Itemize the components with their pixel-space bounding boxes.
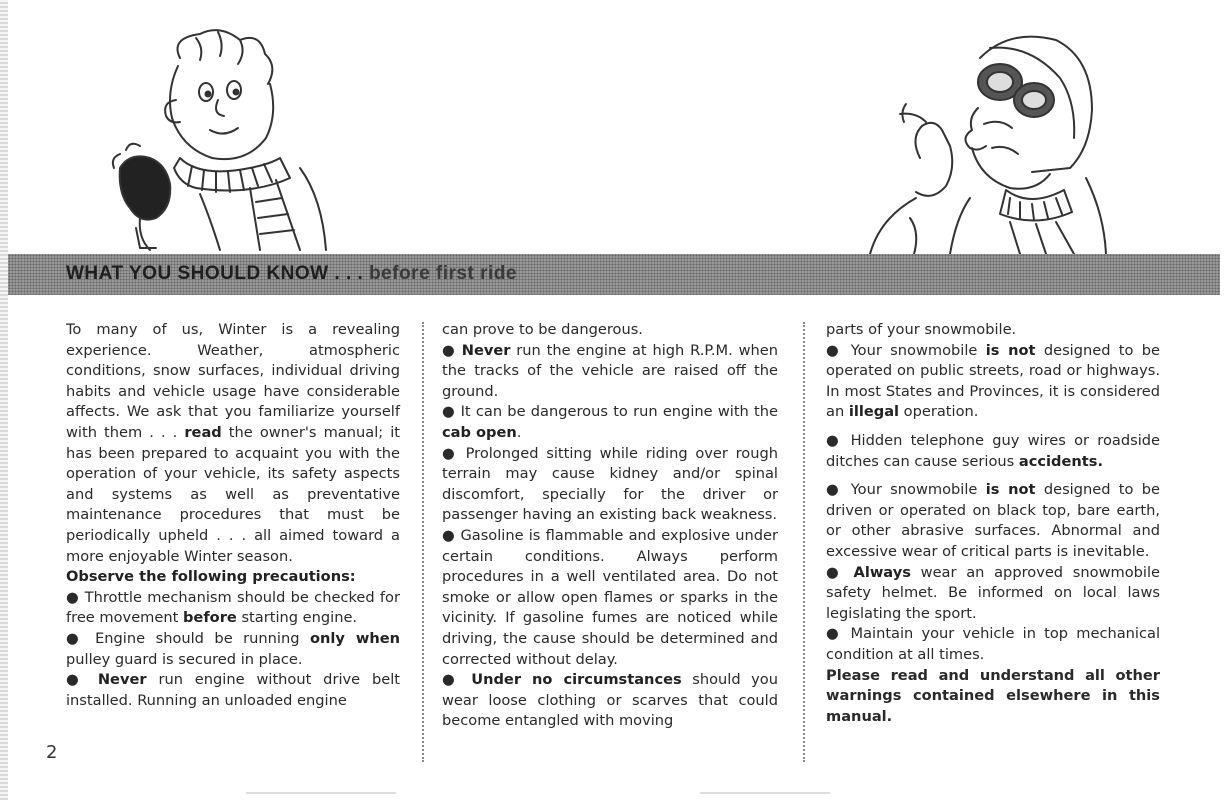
precaution-item: ● Engine should be running only when pulley guard is secured in place.	[66, 629, 400, 668]
precaution-item: ● Gasoline is flammable and explosive under certain conditions. Always perform procedures in a well ventilated area. Do not smoke or allow open flames or sparks in the vicinity. If gasoline fumes are noticed while driving, the cause should be determined and corrected without delay.	[442, 526, 778, 668]
text-column-3	[826, 320, 1160, 727]
banner-title-sub: before first ride	[363, 263, 517, 284]
scan-speck	[246, 792, 396, 794]
scan-speck	[700, 792, 830, 794]
precaution-item: ● Hidden telephone guy wires or roadside ditches can cause serious accidents.	[826, 431, 1160, 470]
title-banner	[8, 254, 1220, 295]
column-divider	[422, 322, 424, 762]
precaution-item: ● Throttle mechanism should be checked for free movement before starting engine.	[66, 588, 400, 627]
precaution-item: ● Under no circumstances should you wear loose clothing or scarves that could become entangled with moving	[442, 671, 778, 730]
continued-text: can prove to be dangerous.	[442, 321, 643, 338]
precaution-item: ● Your snowmobile is not designed to be operated on public streets, road or highways. In most States and Provinces, it is considered an illegal operation.	[826, 341, 1160, 421]
intro-paragraph: To many of us, Winter is a revealing experience. Weather, atmospheric conditions, snow surfaces, individual driving habits and vehicle usage have considerable affects. We ask that you familiarize yourself with them . . . read the owner's manual; it has been prepared to acquaint you with the operation of your vehicle, its safety aspects and systems as well as preventative maintenance procedures that must be periodically upheld . . . all aimed toward a more enjoyable Winter season.	[66, 321, 400, 565]
closing-warning: Please read and understand all other warnings contained elsewhere in this manual.	[826, 666, 1160, 725]
precautions-heading: Observe the following precautions:	[66, 568, 356, 586]
precaution-item: ● Maintain your vehicle in top mechanical condition at all times.	[826, 625, 1160, 663]
precaution-item: ● Your snowmobile is not designed to be driven or operated on black top, bare earth, or other abrasive surfaces. Abnormal and excessive wear of critical parts is inevitable.	[826, 481, 1160, 560]
continued-text: parts of your snowmobile.	[826, 321, 1017, 338]
text-column-1	[66, 320, 400, 711]
text-column-2	[442, 320, 778, 732]
cartoon-boy-scarf-icon	[100, 18, 340, 254]
precaution-item: ● Always wear an approved snowmobile safety helmet. Be informed on local laws legislating the sport.	[826, 563, 1160, 622]
precaution-item: ● It can be dangerous to run engine with the cab open.	[442, 403, 778, 441]
precaution-item: ● Never run engine without drive belt installed. Running an unloaded engine	[66, 671, 400, 709]
precaution-item: ● Prolonged sitting while riding over rough terrain may cause kidney and/or spinal discomfort, specially for the driver or passenger having an existing back weakness.	[442, 444, 778, 524]
cartoon-helmet-rider-icon	[860, 18, 1110, 254]
page-number: 2	[46, 742, 58, 763]
precaution-item: ● Never run the engine at high R.P.M. when the tracks of the vehicle are raised off the ground.	[442, 341, 779, 400]
banner-title	[66, 263, 517, 285]
banner-title-main: WHAT YOU SHOULD KNOW . . .	[66, 263, 364, 284]
column-divider	[803, 322, 805, 762]
page-edge-border	[0, 0, 8, 800]
